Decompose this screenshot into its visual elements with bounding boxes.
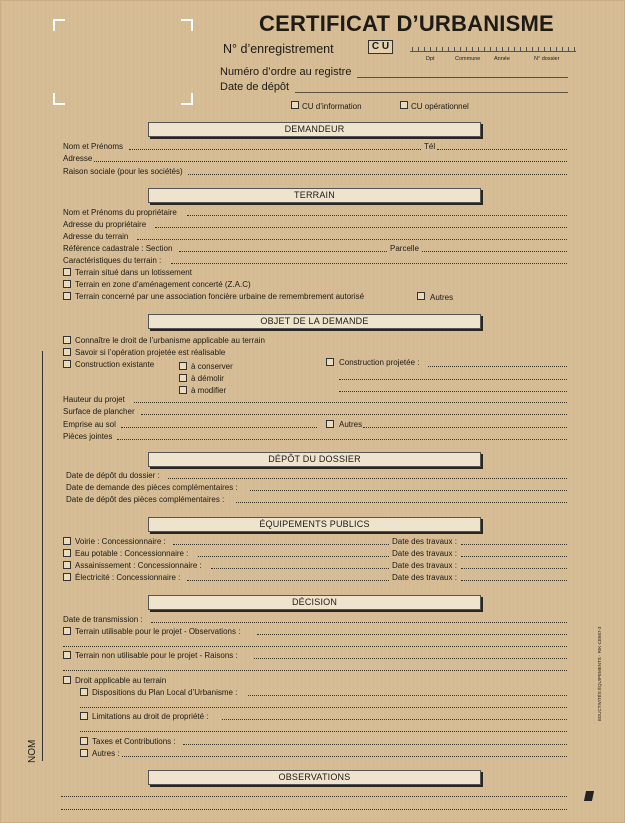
- assainissement-label: Assainissement : Concessionnaire :: [75, 561, 202, 570]
- field-dpt-label: Dpt: [426, 56, 435, 62]
- association-checkbox[interactable]: [63, 292, 71, 300]
- hauteur-label: Hauteur du projet: [63, 395, 125, 404]
- cu-information-label: CU d’information: [302, 102, 362, 111]
- existante-label: Construction existante: [75, 360, 155, 369]
- publisher-logo-icon: [584, 791, 594, 801]
- observations-field-1[interactable]: [61, 796, 567, 797]
- date-depot-pieces-label: Date de dépôt des pièces complémentaires :: [66, 495, 225, 504]
- publisher-reference: EDUCTIVITÉS ÉQUIPEMENTS · RIK-CE667-3: [597, 626, 602, 721]
- terrain-parcelle-label: Parcelle: [390, 244, 419, 253]
- demolir-label: à démolir: [191, 374, 224, 383]
- plu-label: Dispositions du Plan Local d’Urbanisme :: [92, 688, 238, 697]
- nom-vertical-line: [42, 351, 43, 761]
- emprise-label: Emprise au sol: [63, 420, 116, 429]
- taxes-checkbox[interactable]: [80, 737, 88, 745]
- section-demandeur: DEMANDEUR: [148, 122, 481, 137]
- date-demande-label: Date de demande des pièces complémentaires :: [66, 483, 238, 492]
- order-number-label: Numéro d’ordre au registre: [220, 66, 352, 78]
- projetee-label: Construction projetée :: [339, 358, 420, 367]
- lotissement-checkbox[interactable]: [63, 268, 71, 276]
- section-decision: DÉCISION: [148, 595, 481, 610]
- emprise-field[interactable]: [121, 427, 317, 428]
- eau-label: Eau potable : Concessionnaire :: [75, 549, 189, 558]
- electricite-date-label: Date des travaux :: [392, 573, 457, 582]
- pieces-label: Pièces jointes: [63, 432, 113, 441]
- non-utilisable-field-1[interactable]: [254, 658, 567, 659]
- demandeur-raison-field[interactable]: [188, 174, 567, 175]
- plu-checkbox[interactable]: [80, 688, 88, 696]
- non-utilisable-label: Terrain non utilisable pour le projet - Raisons :: [75, 651, 238, 660]
- section-observations: OBSERVATIONS: [148, 770, 481, 785]
- non-utilisable-checkbox[interactable]: [63, 651, 71, 659]
- field-dossier-label: N° dossier: [534, 56, 560, 62]
- deposit-date-label: Date de dépôt: [220, 81, 290, 93]
- field-annee-label: Année: [494, 56, 510, 62]
- electricite-date-field[interactable]: [461, 580, 567, 581]
- objet-autres-checkbox[interactable]: [326, 420, 334, 428]
- nom-label: NOM: [27, 739, 38, 763]
- utilisable-field-2[interactable]: [63, 646, 567, 647]
- zac-checkbox[interactable]: [63, 280, 71, 288]
- assainissement-field[interactable]: [211, 568, 389, 569]
- terrain-autres-checkbox[interactable]: [417, 292, 425, 300]
- eau-field[interactable]: [198, 556, 389, 557]
- terrain-adresse-prop-field[interactable]: [155, 227, 567, 228]
- utilisable-checkbox[interactable]: [63, 627, 71, 635]
- terrain-adresse-field[interactable]: [137, 239, 567, 240]
- savoir-checkbox[interactable]: [63, 348, 71, 356]
- zac-label: Terrain en zone d’aménagement concerté (Z.A.C): [75, 280, 251, 289]
- lotissement-label: Terrain situé dans un lotissement: [75, 268, 192, 277]
- taxes-label: Taxes et Contributions :: [92, 737, 176, 746]
- pieces-field[interactable]: [117, 439, 567, 440]
- assainissement-date-field[interactable]: [461, 568, 567, 569]
- plu-field-1[interactable]: [248, 695, 567, 696]
- cu-operationnel-checkbox[interactable]: [400, 101, 408, 109]
- conserver-label: à conserver: [191, 362, 233, 371]
- terrain-autres-label: Autres: [430, 293, 454, 302]
- non-utilisable-field-2[interactable]: [63, 670, 567, 671]
- modifier-label: à modifier: [191, 386, 227, 395]
- projetee-field-1[interactable]: [428, 366, 567, 367]
- photo-frame-corner: [181, 93, 193, 105]
- demandeur-adresse-label: Adresse: [63, 154, 93, 163]
- demandeur-adresse-field[interactable]: [94, 161, 567, 162]
- voirie-label: Voirie : Concessionnaire :: [75, 537, 166, 546]
- decision-autres-checkbox[interactable]: [80, 749, 88, 757]
- conserver-checkbox[interactable]: [179, 362, 187, 370]
- observations-field-2[interactable]: [61, 809, 567, 810]
- decision-autres-field[interactable]: [122, 756, 567, 757]
- utilisable-field-1[interactable]: [257, 634, 567, 635]
- demandeur-tel-field[interactable]: [437, 149, 567, 150]
- plu-field-2[interactable]: [80, 707, 567, 708]
- terrain-adresse-label: Adresse du terrain: [63, 232, 129, 241]
- assainissement-date-label: Date des travaux :: [392, 561, 457, 570]
- deposit-date-field[interactable]: [295, 92, 568, 93]
- terrain-caracteristiques-field[interactable]: [171, 263, 567, 264]
- limitations-label: Limitations au droit de propriété :: [92, 712, 209, 721]
- cu-information-checkbox[interactable]: [291, 101, 299, 109]
- demandeur-nom-label: Nom et Prénoms: [63, 142, 124, 151]
- assainissement-checkbox[interactable]: [63, 561, 71, 569]
- cu-operationnel-label: CU opérationnel: [411, 102, 469, 111]
- eau-checkbox[interactable]: [63, 549, 71, 557]
- page-title: CERTIFICAT D’URBANISME: [259, 11, 554, 36]
- objet-autres-field[interactable]: [363, 427, 567, 428]
- terrain-caracteristiques-label: Caractéristiques du terrain :: [63, 256, 162, 265]
- section-depot: DÉPÔT DU DOSSIER: [148, 452, 481, 467]
- droit-checkbox[interactable]: [63, 676, 71, 684]
- decision-autres-label: Autres :: [92, 749, 120, 758]
- limitations-field-2[interactable]: [80, 731, 567, 732]
- projetee-field-2[interactable]: [339, 379, 567, 380]
- transmission-label: Date de transmission :: [63, 615, 143, 624]
- terrain-proprietaire-label: Nom et Prénoms du propriétaire: [63, 208, 177, 217]
- electricite-field[interactable]: [187, 580, 389, 581]
- voirie-date-field[interactable]: [461, 544, 567, 545]
- association-label: Terrain concerné par une association foncière urbaine de remembrement autorisé: [75, 292, 365, 301]
- taxes-field[interactable]: [183, 744, 567, 745]
- eau-date-label: Date des travaux :: [392, 549, 457, 558]
- electricite-label: Électricité : Concessionnaire :: [75, 573, 181, 582]
- terrain-proprietaire-field[interactable]: [187, 215, 567, 216]
- surface-field[interactable]: [141, 414, 567, 415]
- voirie-checkbox[interactable]: [63, 537, 71, 545]
- date-depot-field[interactable]: [168, 478, 567, 479]
- objet-autres-label: Autres: [339, 420, 363, 429]
- connaitre-label: Connaître le droit de l’urbanisme applicable au terrain: [75, 336, 265, 345]
- demandeur-tel-label: Tél: [424, 142, 436, 151]
- terrain-parcelle-field[interactable]: [422, 251, 567, 252]
- voirie-field[interactable]: [173, 544, 389, 545]
- registration-label: N° d’enregistrement: [223, 42, 334, 56]
- voirie-date-label: Date des travaux :: [392, 537, 457, 546]
- eau-date-field[interactable]: [461, 556, 567, 557]
- electricite-checkbox[interactable]: [63, 573, 71, 581]
- terrain-adresse-prop-label: Adresse du propriétaire: [63, 220, 147, 229]
- projetee-checkbox[interactable]: [326, 358, 334, 366]
- limitations-field-1[interactable]: [222, 719, 567, 720]
- photo-frame-corner: [181, 19, 193, 31]
- existante-checkbox[interactable]: [63, 360, 71, 368]
- date-depot-pieces-field[interactable]: [236, 502, 567, 503]
- date-depot-label: Date de dépôt du dossier :: [66, 471, 160, 480]
- field-commune-label: Commune: [455, 56, 481, 62]
- section-equipements: ÉQUIPEMENTS PUBLICS: [148, 517, 481, 532]
- connaitre-checkbox[interactable]: [63, 336, 71, 344]
- terrain-section-field[interactable]: [179, 251, 387, 252]
- date-demande-field[interactable]: [250, 490, 567, 491]
- hauteur-field[interactable]: [134, 402, 567, 403]
- projetee-field-3[interactable]: [339, 391, 567, 392]
- utilisable-label: Terrain utilisable pour le projet - Observations :: [75, 627, 241, 636]
- cu-prefix-box: C U: [368, 40, 393, 54]
- section-objet: OBJET DE LA DEMANDE: [148, 314, 481, 329]
- photo-frame-corner: [53, 19, 65, 31]
- demandeur-nom-field[interactable]: [129, 149, 421, 150]
- surface-label: Surface de plancher: [63, 407, 135, 416]
- transmission-field[interactable]: [151, 622, 567, 623]
- limitations-checkbox[interactable]: [80, 712, 88, 720]
- section-terrain: TERRAIN: [148, 188, 481, 203]
- demandeur-raison-label: Raison sociale (pour les sociétés): [63, 167, 183, 176]
- order-number-field[interactable]: [357, 77, 568, 78]
- terrain-reference-label: Référence cadastrale : Section: [63, 244, 173, 253]
- modifier-checkbox[interactable]: [179, 386, 187, 394]
- registration-number-field[interactable]: [410, 42, 576, 52]
- demolir-checkbox[interactable]: [179, 374, 187, 382]
- droit-label: Droit applicable au terrain: [75, 676, 167, 685]
- photo-frame-corner: [53, 93, 65, 105]
- savoir-label: Savoir si l’opération projetée est réalisable: [75, 348, 226, 357]
